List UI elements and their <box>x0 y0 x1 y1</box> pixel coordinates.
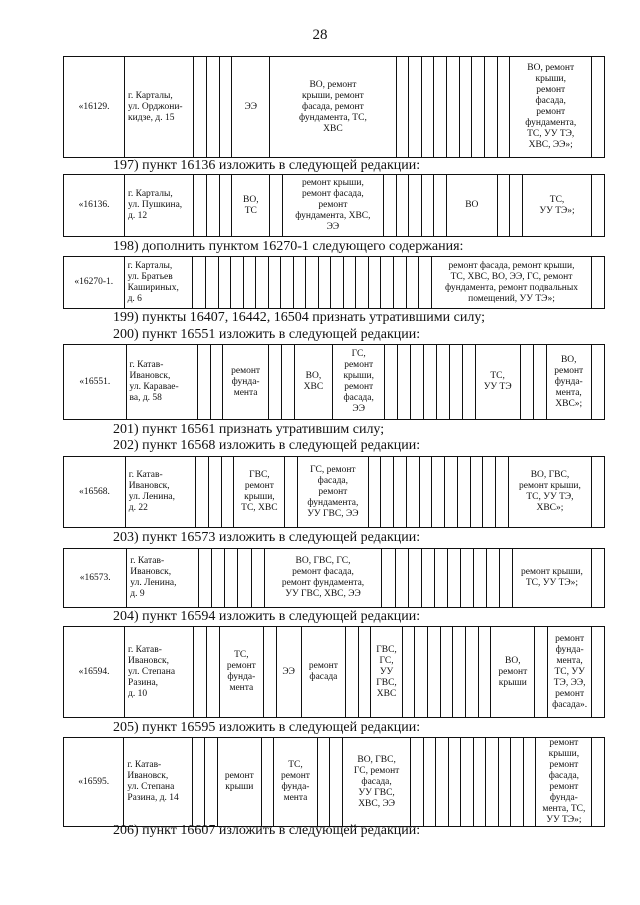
instruction-204: 204) пункт 16594 изложить в следующей редакции: <box>113 609 421 624</box>
work-cell: ВО, ТС <box>232 175 270 237</box>
row-16270-1 <box>63 256 605 309</box>
row-16568 <box>63 456 605 528</box>
row-number: «16551. <box>64 345 127 420</box>
instruction-199: 199) пункты 16407, 16442, 16504 признать утратившими силу; <box>113 310 486 325</box>
address-cell: г. Карталы, ул. Пушкина, д. 12 <box>125 175 194 237</box>
address-cell: г. Катав- Ивановск, ул. Степана Разина, д. 14 <box>124 738 193 827</box>
work-cell: ремонт крыши, ремонт фасада, ремонт фунда- мента, ТС, УУ ТЭ»; <box>536 738 592 827</box>
work-cell: ГВС, ГС, УУ ГВС, ХВС <box>371 627 403 718</box>
work-cell: ГС, ремонт крыши, ремонт фасада, ЭЭ <box>333 345 385 420</box>
work-cell: ЭЭ <box>232 57 270 158</box>
row-16129 <box>63 56 605 158</box>
address-cell: г. Катав- Ивановск, ул. Ленина, д. 22 <box>125 457 195 528</box>
row-number: «16594. <box>64 627 125 718</box>
address-cell: г. Катав- Ивановск, ул. Ленина, д. 9 <box>127 549 199 608</box>
instruction-197: 197) пункт 16136 изложить в следующей редакции: <box>113 158 421 173</box>
work-cell: ТС, ремонт фунда- мента <box>274 738 318 827</box>
instruction-200: 200) пункт 16551 изложить в следующей редакции: <box>113 327 421 342</box>
page-number: 28 <box>312 27 328 43</box>
work-cell: ВО, ГВС, ГС, ремонт фасада, УУ ГВС, ХВС, ЭЭ <box>342 738 411 827</box>
address-cell: г. Катав- Ивановск, ул. Караваe- ва, д. 58 <box>126 345 197 420</box>
row-number: «16595. <box>64 738 124 827</box>
work-cell: ТС, ремонт фунда- мента <box>219 627 263 718</box>
address-cell: г. Карталы, ул. Братьев Кашириных, д. 6 <box>124 257 193 309</box>
instruction-201: 201) пункт 16561 признать утратившим силу; <box>113 422 385 437</box>
instruction-206: 206) пункт 16607 изложить в следующей редакции: <box>113 823 421 838</box>
work-cell: ВО, ремонт крыши <box>491 627 535 718</box>
work-cell: ТС, УУ ТЭ <box>475 345 520 420</box>
work-cell: ремонт крыши, ТС, УУ ТЭ»; <box>513 549 592 608</box>
instruction-205: 205) пункт 16595 изложить в следующей редакции: <box>113 720 421 735</box>
work-cell: ремонт фунда- мента, ТС, УУ ТЭ, ЭЭ, ремонт фасада». <box>548 627 592 718</box>
work-cell: ВО, ГВС, ремонт крыши, ТС, УУ ТЭ, ХВС»; <box>508 457 591 528</box>
work-cell: ЭЭ <box>276 627 301 718</box>
address-cell: г. Карталы, ул. Орджони- кидзе, д. 15 <box>125 57 194 158</box>
instruction-203: 203) пункт 16573 изложить в следующей редакции: <box>113 530 421 545</box>
row-number: «16270-1. <box>64 257 125 309</box>
instruction-198: 198) дополнить пунктом 16270-1 следующего содержания: <box>113 239 464 254</box>
work-cell: ремонт крыши <box>217 738 261 827</box>
row-16573 <box>63 548 605 608</box>
work-cell: ВО <box>447 175 498 237</box>
work-cell: ремонт фунда- мента <box>223 345 268 420</box>
row-16595 <box>63 737 605 827</box>
address-cell: г. Катав- Ивановск, ул. Степана Разина, д. 10 <box>125 627 194 718</box>
work-cell: ГВС, ремонт крыши, ТС, ХВС <box>234 457 285 528</box>
row-16594 <box>63 626 605 718</box>
row-number: «16568. <box>64 457 126 528</box>
row-16136 <box>63 174 605 237</box>
row-number: «16129. <box>64 57 125 158</box>
work-cell: ВО, ремонт крыши, ремонт фасада, ремонт фундамента, ТС, УУ ТЭ, ХВС, ЭЭ»; <box>510 57 592 158</box>
work-cell: ремонт фасада <box>301 627 345 718</box>
work-cell: ВО, ремонт крыши, ремонт фасада, ремонт фундамента, ТС, ХВС <box>270 57 396 158</box>
row-number: «16573. <box>64 549 127 608</box>
work-cell: ВО, ГВС, ГС, ремонт фасада, ремонт фундамента, УУ ГВС, ХВС, ЭЭ <box>264 549 382 608</box>
work-cell: ГС, ремонт фасада, ремонт фундамента, УУ ГВС, ЭЭ <box>298 457 368 528</box>
instruction-202: 202) пункт 16568 изложить в следующей редакции: <box>113 438 421 453</box>
row-number: «16136. <box>64 175 125 237</box>
work-cell: ВО, ремонт фунда- мента, ХВС»; <box>546 345 591 420</box>
work-cell: ВО, ХВС <box>294 345 333 420</box>
row-16551 <box>63 344 605 420</box>
work-cell: ремонт крыши, ремонт фасада, ремонт фундамента, ХВС, ЭЭ <box>282 175 383 237</box>
work-cell: ремонт фасада, ремонт крыши, ТС, ХВС, ВО, ЭЭ, ГС, ремонт фундамента, ремонт подвальных помещений, УУ ТЭ»; <box>431 257 592 309</box>
work-cell: ТС, УУ ТЭ»; <box>522 175 591 237</box>
